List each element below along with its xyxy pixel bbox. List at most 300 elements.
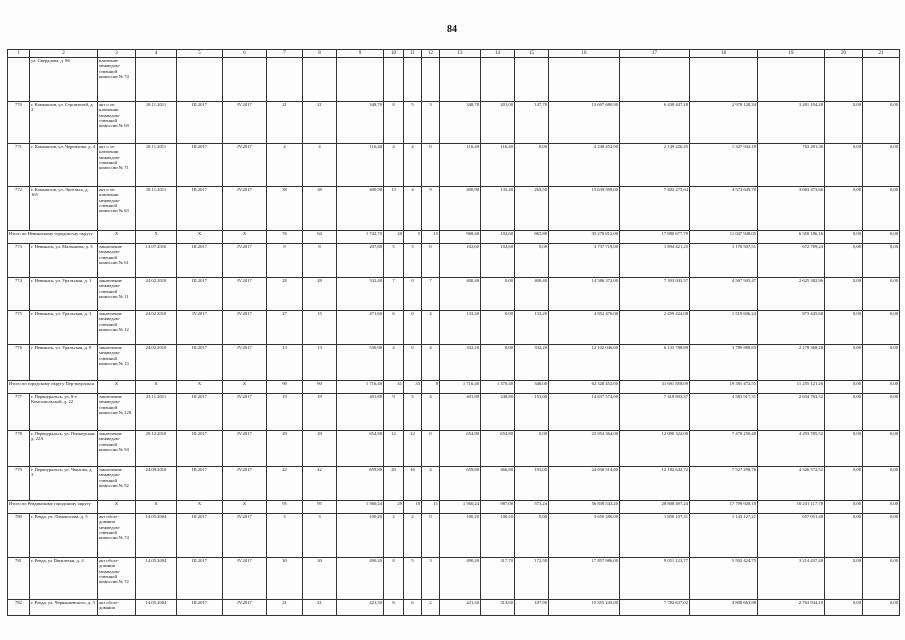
table-cell: 3 650 286,00 — [549, 514, 620, 558]
table-cell: 0,00 — [515, 514, 549, 558]
table-cell: 0 — [422, 514, 440, 558]
table-cell: 4 — [422, 311, 440, 345]
table-cell: X — [223, 231, 267, 244]
table-cell: 0,00 — [825, 501, 863, 514]
column-number-cell: 8 — [303, 50, 337, 58]
table-cell: 95 — [303, 501, 337, 514]
table-cell: 116,40 — [440, 144, 481, 187]
table-cell — [384, 58, 404, 102]
table-cell: 10 231 117,78 — [758, 501, 825, 514]
table-cell: 24.02.2010 — [136, 311, 177, 345]
table-cell: 201,00 — [481, 102, 515, 144]
table-cell: 317,70 — [481, 558, 515, 600]
table-cell: 672 789,24 — [758, 244, 825, 278]
table-cell: 56 839 543,20 — [549, 501, 620, 514]
table-cell: 6 350 186,16 — [758, 231, 825, 244]
table-cell: 14 637 574,00 — [549, 394, 620, 431]
table-cell: г. Первоуральск, ул. Пионерская, д. 22А — [30, 431, 98, 467]
table-cell: 0,00 — [863, 514, 900, 558]
table-cell: 8 — [384, 102, 404, 144]
table-cell: 5 — [404, 394, 422, 431]
table-cell: 2 178 368,28 — [758, 345, 825, 381]
housing-relocation-table — [7, 49, 900, 616]
table-cell: 6 — [404, 600, 422, 616]
table-cell: 21 — [303, 102, 337, 144]
table-cell: III.2017 — [177, 187, 223, 231]
table-row — [8, 58, 900, 102]
table-cell: 0,00 — [481, 311, 515, 345]
table-cell: IV.2017 — [223, 467, 267, 501]
table-cell: 31 691 858,09 — [620, 381, 690, 394]
table-cell: 332,20 — [515, 345, 549, 381]
table-cell: 102,60 — [440, 244, 481, 278]
table-cell: 15 355 245,00 — [549, 600, 620, 616]
table-cell: 90 — [303, 381, 337, 394]
table-cell: 0,00 — [825, 231, 863, 244]
table-cell: заключение межведом-ственной комиссии № 11 — [98, 278, 136, 311]
table-cell: 29 — [267, 431, 303, 467]
table-cell: г. Ревда, ул. Ломоносова, д. 5 — [30, 514, 98, 558]
table-cell: 25.11.2011 — [136, 394, 177, 431]
table-cell: 12 — [384, 431, 404, 467]
column-number-cell: 19 — [758, 50, 825, 58]
table-cell: 90 — [267, 381, 303, 394]
table-cell: 21 — [303, 600, 337, 616]
table-cell: 7 393 043,57 — [620, 278, 690, 311]
table-cell: 4 573 649,70 — [690, 187, 758, 231]
table-cell: 116,40 — [337, 144, 384, 187]
table-cell: 781 — [8, 558, 30, 600]
table-cell: 1 742,70 — [337, 231, 384, 244]
table-cell: 42 — [303, 467, 337, 501]
table-cell: 17 857 986,00 — [549, 558, 620, 600]
table-cell: 772 — [8, 187, 30, 231]
table-cell: 0 — [422, 244, 440, 278]
table-cell: 401,80 — [337, 394, 384, 431]
table-cell — [136, 58, 177, 102]
table-cell: 107,90 — [515, 600, 549, 616]
table-row — [8, 514, 900, 558]
table-cell: 2 149 226,45 — [620, 144, 690, 187]
table-cell: 0,00 — [825, 558, 863, 600]
table-cell: г. Невьянск, ул. Уральская, д. 3 — [30, 311, 98, 345]
table-cell: 13 — [267, 345, 303, 381]
table-cell: X — [98, 231, 136, 244]
table-cell: 7 527 298,76 — [690, 467, 758, 501]
table-cell: 29.12.2010 — [136, 431, 177, 467]
table-cell: 0,00 — [825, 144, 863, 187]
table-cell: 3 214 437,48 — [758, 558, 825, 600]
table-cell: 780 — [8, 514, 30, 558]
table-cell: 4 — [422, 467, 440, 501]
table-cell: 1 370,40 — [481, 381, 515, 394]
table-cell: IV.2017 — [223, 558, 267, 600]
table-cell: заключение межведом-ственной комиссии № 13 — [98, 345, 136, 381]
table-cell: 24.02.2010 — [136, 345, 177, 381]
table-cell: 1 327 944,19 — [690, 144, 758, 187]
table-cell: 20 — [384, 231, 404, 244]
table-cell — [690, 58, 758, 102]
table-cell — [863, 58, 900, 102]
table-cell — [549, 58, 620, 102]
table-cell: 0,00 — [515, 244, 549, 278]
table-cell: 100,20 — [481, 514, 515, 558]
table-cell: 775 — [8, 311, 30, 345]
table-row — [8, 311, 900, 345]
table-cell: 12 102 046,00 — [549, 345, 620, 381]
table-cell: заключение межведом-ственной комиссии № 128 — [98, 394, 136, 431]
table-cell: 30 — [267, 558, 303, 600]
table-cell: 0,00 — [825, 244, 863, 278]
table-cell: 95 — [267, 501, 303, 514]
column-number-cell: 13 — [440, 50, 481, 58]
table-cell: 8 — [384, 600, 404, 616]
table-cell: 0,00 — [825, 345, 863, 381]
table-cell: 0,00 — [863, 394, 900, 431]
table-cell: 18.11.2011 — [136, 187, 177, 231]
column-number-cell: 15 — [515, 50, 549, 58]
table-cell: 2 625 382,96 — [758, 278, 825, 311]
table-cell: 13 — [384, 187, 404, 231]
table-cell: 0,00 — [863, 558, 900, 600]
column-number-cell: 20 — [825, 50, 863, 58]
table-cell: X — [177, 501, 223, 514]
table-cell: 21 — [267, 102, 303, 144]
table-cell: 172,50 — [515, 558, 549, 600]
table-cell: 13 — [303, 345, 337, 381]
table-cell: 19 — [303, 394, 337, 431]
table-cell: X — [223, 501, 267, 514]
table-cell: 0,00 — [863, 467, 900, 501]
column-number-cell: 12 — [422, 50, 440, 58]
table-cell: 9 — [422, 187, 440, 231]
table-cell: III.2017 — [177, 394, 223, 431]
table-cell: 7 418 803,37 — [620, 394, 690, 431]
table-cell: 28 — [267, 278, 303, 311]
table-cell: 8 — [303, 244, 337, 278]
table-cell: 18.11.2011 — [136, 144, 177, 187]
table-cell: 2 — [422, 600, 440, 616]
table-cell: 4 — [384, 345, 404, 381]
column-number-cell: 17 — [620, 50, 690, 58]
table-cell: 5 — [404, 244, 422, 278]
table-cell: 14 586 372,00 — [549, 278, 620, 311]
table-cell: 0,00 — [515, 144, 549, 187]
table-cell: 4 808 663,88 — [690, 600, 758, 616]
table-cell: акт о за-ключении межведом-ственной комиссии № 63 — [98, 187, 136, 231]
table-row — [8, 345, 900, 381]
table-cell: 1 716,40 — [337, 381, 384, 394]
table-cell: 421,50 — [440, 600, 481, 616]
table-cell: 11 — [422, 501, 440, 514]
table-cell: 21 — [267, 600, 303, 616]
table-cell: 5 — [404, 102, 422, 144]
table-cell: 102,60 — [481, 231, 515, 244]
table-cell: 24.09.2010 — [136, 467, 177, 501]
table-cell: г. Камышлов, ул. Строителей, д. 2 — [30, 102, 98, 144]
table-cell: г. Ревда, ул. Чернышевского, д. 3 — [30, 600, 98, 616]
table-cell — [177, 58, 223, 102]
table-cell: 41 — [384, 381, 404, 394]
table-cell: 490,20 — [337, 558, 384, 600]
table-cell: 2 — [404, 514, 422, 558]
table-cell: 100,20 — [337, 514, 384, 558]
table-cell: 5 — [404, 558, 422, 600]
table-cell: 0,00 — [863, 102, 900, 144]
table-cell: 16 — [404, 467, 422, 501]
table-cell: 1 519 606,24 — [690, 311, 758, 345]
table-cell: г. Невьянск, ул. Уральская, д. 9 — [30, 345, 98, 381]
column-number-cell: 18 — [690, 50, 758, 58]
table-cell: 27 — [267, 311, 303, 345]
table-cell: 23 854 364,00 — [549, 431, 620, 467]
table-cell: 4 567 945,47 — [690, 278, 758, 311]
table-cell: г. Камышлов, ул. Энгельса, д. 165 — [30, 187, 98, 231]
table-cell: 11 047 948,05 — [690, 231, 758, 244]
table-cell: 2 978 128,34 — [690, 102, 758, 144]
table-cell: IV.2017 — [223, 244, 267, 278]
table-cell: 774 — [8, 278, 30, 311]
page-number: 84 — [447, 24, 457, 35]
subtotal-label: Итого по городскому округу Пер-воуральск — [8, 381, 98, 394]
table-cell: 30 — [303, 558, 337, 600]
table-cell: акт обсле-дования межведом-ственной комиссии № 72 — [98, 558, 136, 600]
column-number-cell: 16 — [549, 50, 620, 58]
table-cell: 64 — [303, 231, 337, 244]
table-cell: 0,00 — [825, 394, 863, 431]
subtotal-row — [8, 501, 900, 514]
table-cell: IV.2017 — [223, 514, 267, 558]
table-cell: 0,00 — [863, 144, 900, 187]
table-cell: 654,80 — [440, 431, 481, 467]
table-cell — [337, 58, 384, 102]
table-cell: 7 — [384, 278, 404, 311]
table-cell — [267, 58, 303, 102]
table-cell: 332,20 — [440, 345, 481, 381]
table-cell: 3 — [267, 514, 303, 558]
table-cell: 1 170 507,51 — [690, 244, 758, 278]
table-cell: г. Первоуральск, ул. Чкалова, д. 3 — [30, 467, 98, 501]
table-row — [8, 467, 900, 501]
table-cell: 7 470 256,48 — [690, 431, 758, 467]
table-cell — [515, 58, 549, 102]
table-cell: IV.2017 — [223, 394, 267, 431]
table-row — [8, 394, 900, 431]
table-cell: 18 — [404, 501, 422, 514]
table-cell: III.2017 — [177, 345, 223, 381]
table-cell: г. Невьянск, ул. Уральская, д. 1 — [30, 278, 98, 311]
table-row — [8, 102, 900, 144]
table-cell — [303, 58, 337, 102]
table-cell: III.2017 — [177, 467, 223, 501]
table-cell: 0,00 — [863, 231, 900, 244]
table-cell: 5 — [384, 244, 404, 278]
table-cell: 4 — [384, 144, 404, 187]
table-cell: заключение межведом-ственной комиссии № 12 — [98, 311, 136, 345]
table-cell: 4 852 476,00 — [549, 311, 620, 345]
table-cell: 3 — [422, 102, 440, 144]
table-cell: акт о за-ключении межведом-ственной комиссии № 69 — [98, 102, 136, 144]
table-cell: 401,80 — [440, 394, 481, 431]
table-cell: 3 789 888,83 — [690, 345, 758, 381]
table-body — [8, 50, 900, 616]
table-cell: 471,60 — [337, 311, 384, 345]
table-cell: 1 716,40 — [440, 381, 481, 394]
table-cell: 348,70 — [440, 102, 481, 144]
table-cell: 8 — [267, 244, 303, 278]
column-number-cell: 7 — [267, 50, 303, 58]
table-cell: 0,00 — [481, 278, 515, 311]
table-cell: 0,00 — [825, 102, 863, 144]
table-cell: 659,80 — [337, 467, 384, 501]
table-cell — [422, 58, 440, 102]
table-cell: 11 255 121,26 — [758, 381, 825, 394]
table-cell: заключение межведом-ственной комиссии № 92 — [98, 467, 136, 501]
table-cell: 0,00 — [825, 187, 863, 231]
column-number-cell: 21 — [863, 50, 900, 58]
table-cell: заключение межведом-ственной комиссии № 94 — [98, 431, 136, 467]
table-cell: 4 — [404, 187, 422, 231]
table-cell: 0,00 — [863, 431, 900, 467]
table-cell: X — [136, 501, 177, 514]
table-cell: 28 — [303, 278, 337, 311]
column-number-cell: 5 — [177, 50, 223, 58]
table-cell: 76 — [267, 231, 303, 244]
table-cell: III.2017 — [177, 102, 223, 144]
table-cell — [223, 58, 267, 102]
table-cell: IV.2017 — [223, 431, 267, 467]
table-row — [8, 431, 900, 467]
table-cell: III.2017 — [177, 144, 223, 187]
table-cell: 24 036 514,00 — [549, 467, 620, 501]
table-cell: 659,80 — [440, 467, 481, 501]
table-cell: 776 — [8, 345, 30, 381]
table-cell: 0,00 — [825, 278, 863, 311]
column-number-cell: 14 — [481, 50, 515, 58]
column-number-cell: 3 — [98, 50, 136, 58]
table-cell: 0,00 — [863, 600, 900, 616]
table-cell: г. Первоуральск, ул. 8-е Комсомольской, д. 22 — [30, 394, 98, 431]
table-cell: ключение межведом-ственной комиссии № 74 — [98, 58, 136, 102]
table-cell: 778 — [8, 431, 30, 467]
table-cell: 12 090 322,00 — [620, 431, 690, 467]
table-cell: 6 438 447,28 — [620, 102, 690, 144]
table-cell: 865,80 — [515, 231, 549, 244]
table-cell: IV.2017 — [223, 311, 267, 345]
table-cell: 15 639 399,00 — [549, 187, 620, 231]
table-cell: 29 — [303, 431, 337, 467]
table-cell: 9 — [384, 394, 404, 431]
table-cell: 773 — [8, 244, 30, 278]
table-cell: 1 894 421,25 — [620, 244, 690, 278]
table-cell: 4 240 452,00 — [549, 144, 620, 187]
table-cell: 0,00 — [825, 381, 863, 394]
table-cell: 33 — [404, 381, 422, 394]
table-cell: акт обсле-дования — [98, 600, 136, 616]
table-cell: 654,80 — [337, 431, 384, 467]
table-cell: 0,00 — [825, 514, 863, 558]
table-cell: 18.11.2011 — [136, 102, 177, 144]
table-cell: IV.2017 — [223, 144, 267, 187]
table-cell: 7 402 275,64 — [620, 187, 690, 231]
column-number-cell: 11 — [404, 50, 422, 58]
table-cell: 5 — [404, 231, 422, 244]
table-cell: 42 — [267, 467, 303, 501]
table-cell: 28 808 497,24 — [620, 501, 690, 514]
table-cell — [825, 58, 863, 102]
table-cell: 1 560,24 — [337, 501, 384, 514]
column-number-cell: 10 — [384, 50, 404, 58]
subtotal-row — [8, 231, 900, 244]
table-cell: 14.05.2004 — [136, 514, 177, 558]
table-cell: 133,20 — [440, 311, 481, 345]
table-cell: 3 281 104,28 — [758, 102, 825, 144]
table-cell: 13.07.2010 — [136, 244, 177, 278]
table-cell: 968,40 — [440, 231, 481, 244]
table-cell: 0,00 — [863, 244, 900, 278]
table-cell: 490,20 — [440, 558, 481, 600]
table-cell: 0,00 — [825, 467, 863, 501]
table-cell: 4 — [422, 345, 440, 381]
table-cell: 35 278 812,00 — [549, 231, 620, 244]
table-cell — [404, 58, 422, 102]
table-cell: 207,80 — [337, 244, 384, 278]
table-cell: X — [177, 381, 223, 394]
table-cell: г. Камышлов, ул. Черемхова, д. 4 — [30, 144, 98, 187]
table-cell: X — [136, 231, 177, 244]
table-cell: 193,00 — [515, 467, 549, 501]
table-cell: IV.2017 — [223, 278, 267, 311]
table-cell: 654,80 — [481, 431, 515, 467]
table-cell: 6 133 788,89 — [620, 345, 690, 381]
table-cell: 4 — [267, 144, 303, 187]
table-cell: 346,00 — [515, 381, 549, 394]
table-cell: 400,40 — [440, 278, 481, 311]
table-cell: 12 — [404, 431, 422, 467]
table-cell: 38 — [303, 187, 337, 231]
table-cell: 6 — [384, 311, 404, 345]
table-cell: 657 051,48 — [758, 514, 825, 558]
table-cell — [481, 58, 515, 102]
table-cell: 0,00 — [863, 501, 900, 514]
table-cell: 313,60 — [481, 600, 515, 616]
table-cell: 7 782 637,02 — [620, 600, 690, 616]
table-cell: 38 — [267, 187, 303, 231]
table-cell: 135,40 — [481, 187, 515, 231]
table-cell: 0 — [422, 431, 440, 467]
table-cell: 532,40 — [337, 278, 384, 311]
column-number-cell: 4 — [136, 50, 177, 58]
table-cell: 133,20 — [515, 311, 549, 345]
table-cell: 14.05.2004 — [136, 558, 177, 600]
subtotal-row — [8, 381, 900, 394]
table-cell: 102,60 — [481, 244, 515, 278]
table-cell: 3 — [303, 514, 337, 558]
table-cell: 0,00 — [863, 381, 900, 394]
table-cell: 348,70 — [337, 102, 384, 144]
table-cell: 0,00 — [825, 311, 863, 345]
table-cell: 4 — [422, 394, 440, 431]
table-cell: 763 281,36 — [758, 144, 825, 187]
column-number-cell: 9 — [337, 50, 384, 58]
table-row — [8, 144, 900, 187]
table-cell — [620, 58, 690, 102]
table-cell: 2 634 763,32 — [758, 394, 825, 431]
table-cell: 4 — [404, 144, 422, 187]
table-cell: X — [223, 381, 267, 394]
table-cell: 4 — [303, 144, 337, 187]
table-cell: 0,00 — [863, 278, 900, 311]
